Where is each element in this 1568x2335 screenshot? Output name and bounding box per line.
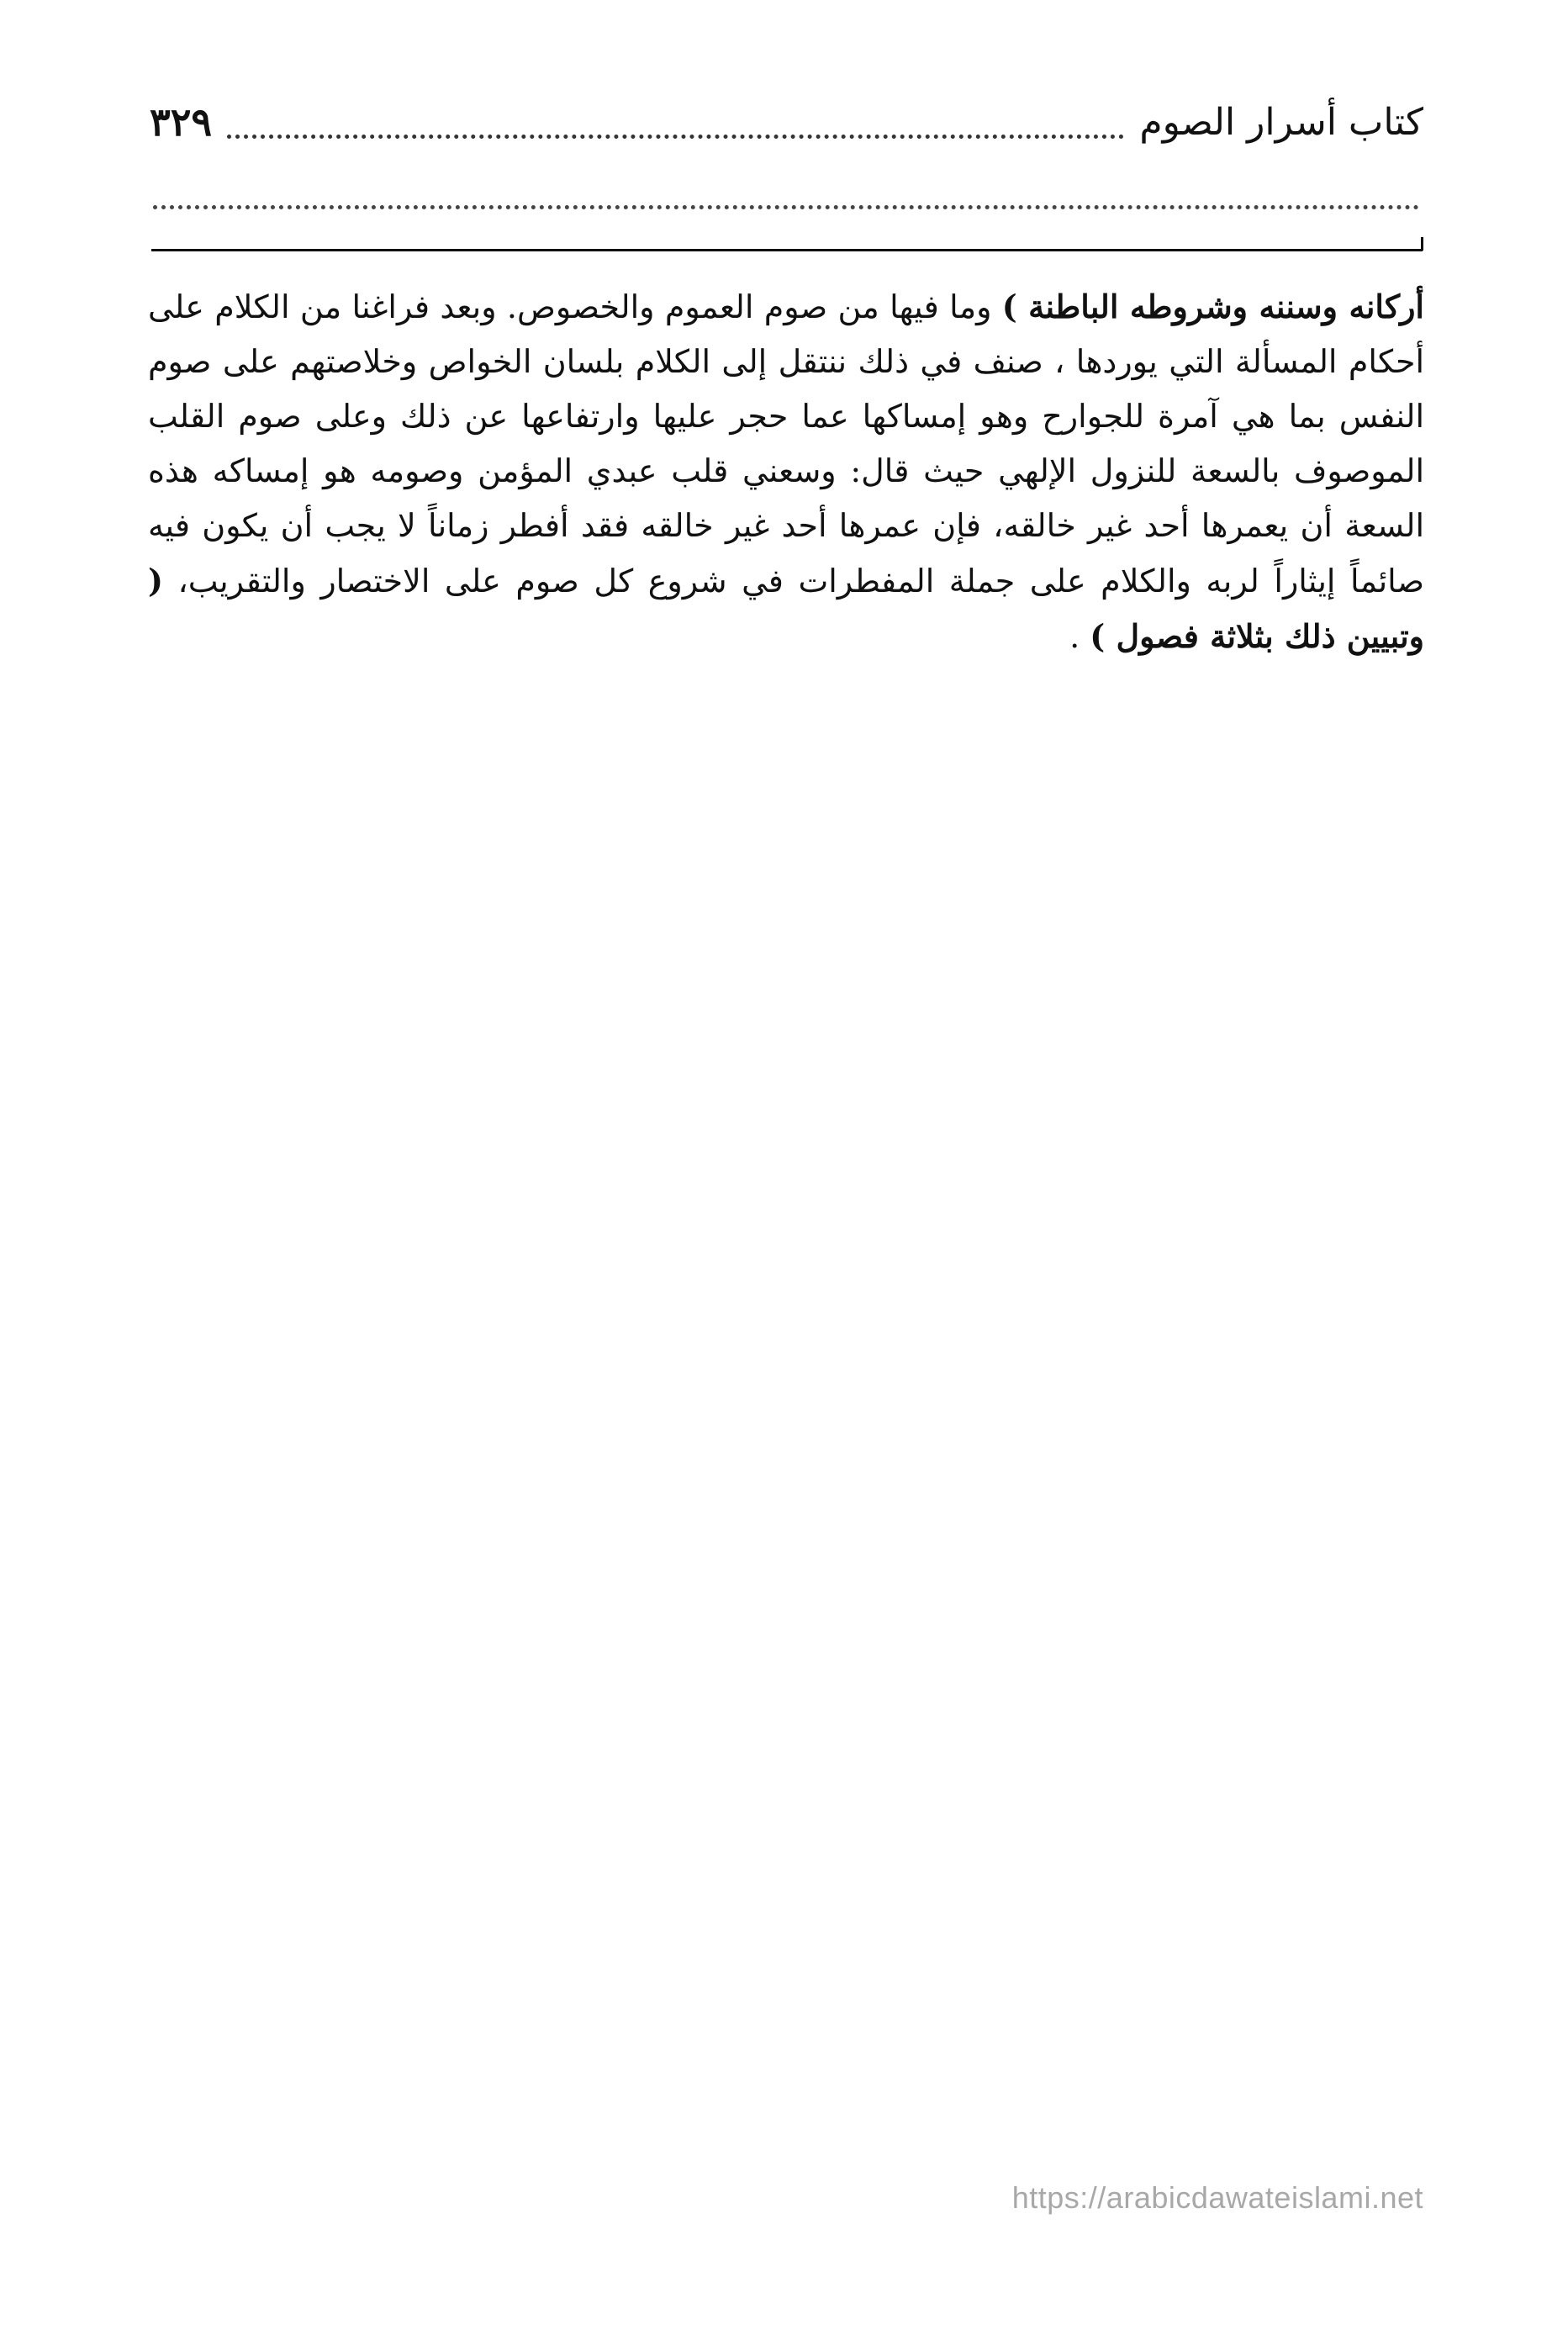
watermark-url: https://arabicdawateislami.net: [1011, 2180, 1423, 2215]
dotted-rule: [153, 205, 1419, 209]
header-title: كتاب أسرار الصوم: [1139, 100, 1423, 144]
bold-phrase-sections: ( وتبيين ذلك بثلاثة فصول ): [148, 562, 1424, 655]
body-text-main: وما فيها من صوم العموم والخصوص. وبعد فراغنا من الكلام على أحكام المسألة التي يوردها ، صنف في ذلك ننتقل إلى الكلام بلسان الخواص وخلاصتهم على صوم النفس بما هي آمرة للجوارح وهو إمساكها عما حجر عليها وارتفاعها عن ذلك وعلى صوم القلب الموصوف بالسعة للنزول الإلهي حيث قال: وسعني قلب عبدي المؤمن وصومه هو إمساكه هذه السعة أن يعمرها أحد غير خالقه، فإن عمرها أحد غير خالقه فقد أفطر زماناً لا يجب أن يكون فيه صائماً إيثاراً لربه والكلام على جملة المفطرات في شروع كل صوم على الاختصار والتقريب،: [148, 288, 1424, 600]
body-text-end: .: [1069, 618, 1090, 655]
page-number: ٣٢٩: [150, 99, 213, 145]
header-dot-leader: [227, 129, 1124, 139]
solid-rule: [151, 249, 1423, 251]
body-paragraph: [148, 279, 1424, 664]
bold-phrase-heading: أركانه وسننه وشروطه الباطنة ): [1001, 288, 1424, 325]
running-header: [150, 92, 1423, 151]
rule-tick: [1421, 237, 1423, 251]
